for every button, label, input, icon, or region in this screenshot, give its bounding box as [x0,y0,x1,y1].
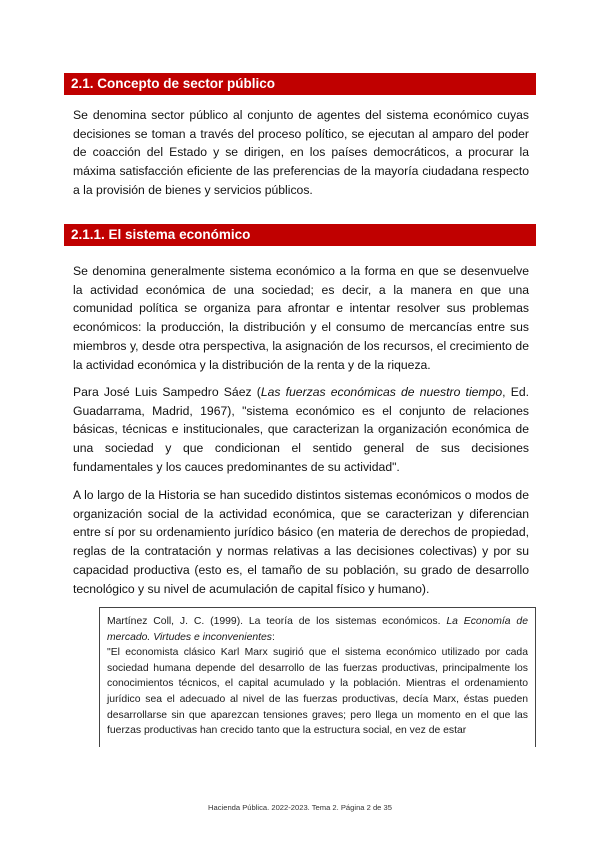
citation-box [99,607,536,747]
sampedro-rest: , Ed. Guadarrama, Madrid, 1967), "sistema económico es el conjunto de relaciones básicas, técnicas e institucionales, que caracterizan la organización económica de una sociedad y que condicionan el sentido general de sus decisiones fundamentales y los cauces predominantes de su actividad". [73,385,529,474]
page-footer: Hacienda Pública. 2022-2023. Tema 2. Página 2 de 35 [208,803,392,812]
paragraph-sistema-economico-definicion: Se denomina generalmente sistema económico a la forma en que se desenvuelve la actividad económica de una sociedad; es decir, a la manera en que una comunidad política se organiza para afrontar e intentar resolver sus problemas económicos: la producción, la distribución y el consumo de mercancías entre sus miembros y, desde otra perspectiva, la asignación de los recursos, el crecimiento de la actividad económica y la distribución de la renta y de la riqueza. [73,264,529,372]
citation-lead: Martínez Coll, J. C. (1999). La teoría de los sistemas económicos. [107,616,447,627]
paragraph-sampedro-quote [73,383,529,477]
section-heading-sistema-economico: 2.1.1. El sistema económico [64,224,536,246]
section-heading-concepto-sector-publico: 2.1. Concepto de sector público [64,73,536,95]
sampedro-lead: Para José Luis Sampedro Sáez ( [73,385,261,399]
citation-text: "El economista clásico Karl Marx sugirió que el sistema económico utilizado por cada sociedad humana depende del desarrollo de las fuerzas productivas, principalmente los conocimientos técnicos, el capital acumulado y la población. Mientras el ordenamiento jurídico sea el adecuado al nivel de las fuerzas productivas, decía Marx, éstas pueden desarrollarse sin que aparezcan tensiones graves; pero llega un momento en el que las fuerzas productivas han crecido tanto que la estructura social, en vez de estar [107,647,528,737]
paragraph-sector-publico: Se denomina sector público al conjunto de agentes del sistema económico cuyas decisiones se toman a través del proceso político, se ejecutan al amparo del poder de coacción del Estado y se dirigen, en los países democráticos, a procurar la máxima satisfacción eficiente de las preferencias de la mayoría ciudadana respecto a la provisión de bienes y servicios públicos. [73,108,529,197]
sampedro-book-title: Las fuerzas económicas de nuestro tiempo [260,385,503,399]
citation-title: La Economía de mercado. Virtudes e inconvenientes [107,616,528,643]
citation-end: : [272,631,275,643]
paragraph-historia-sistemas: A lo largo de la Historia se han sucedido distintos sistemas económicos o modos de organización social de la actividad económica, que se caracterizan y diferencian entre sí por su ordenamiento jurídico básico (en materia de derechos de propiedad, reglas de la contratación y normas relativas a las decisiones colectivas) y por su capacidad productiva (esto es, el tamaño de su población, su grado de desarrollo tecnológico y su nivel de acumulación de capital físico y humano). [73,488,529,596]
citation-reference [107,614,528,645]
